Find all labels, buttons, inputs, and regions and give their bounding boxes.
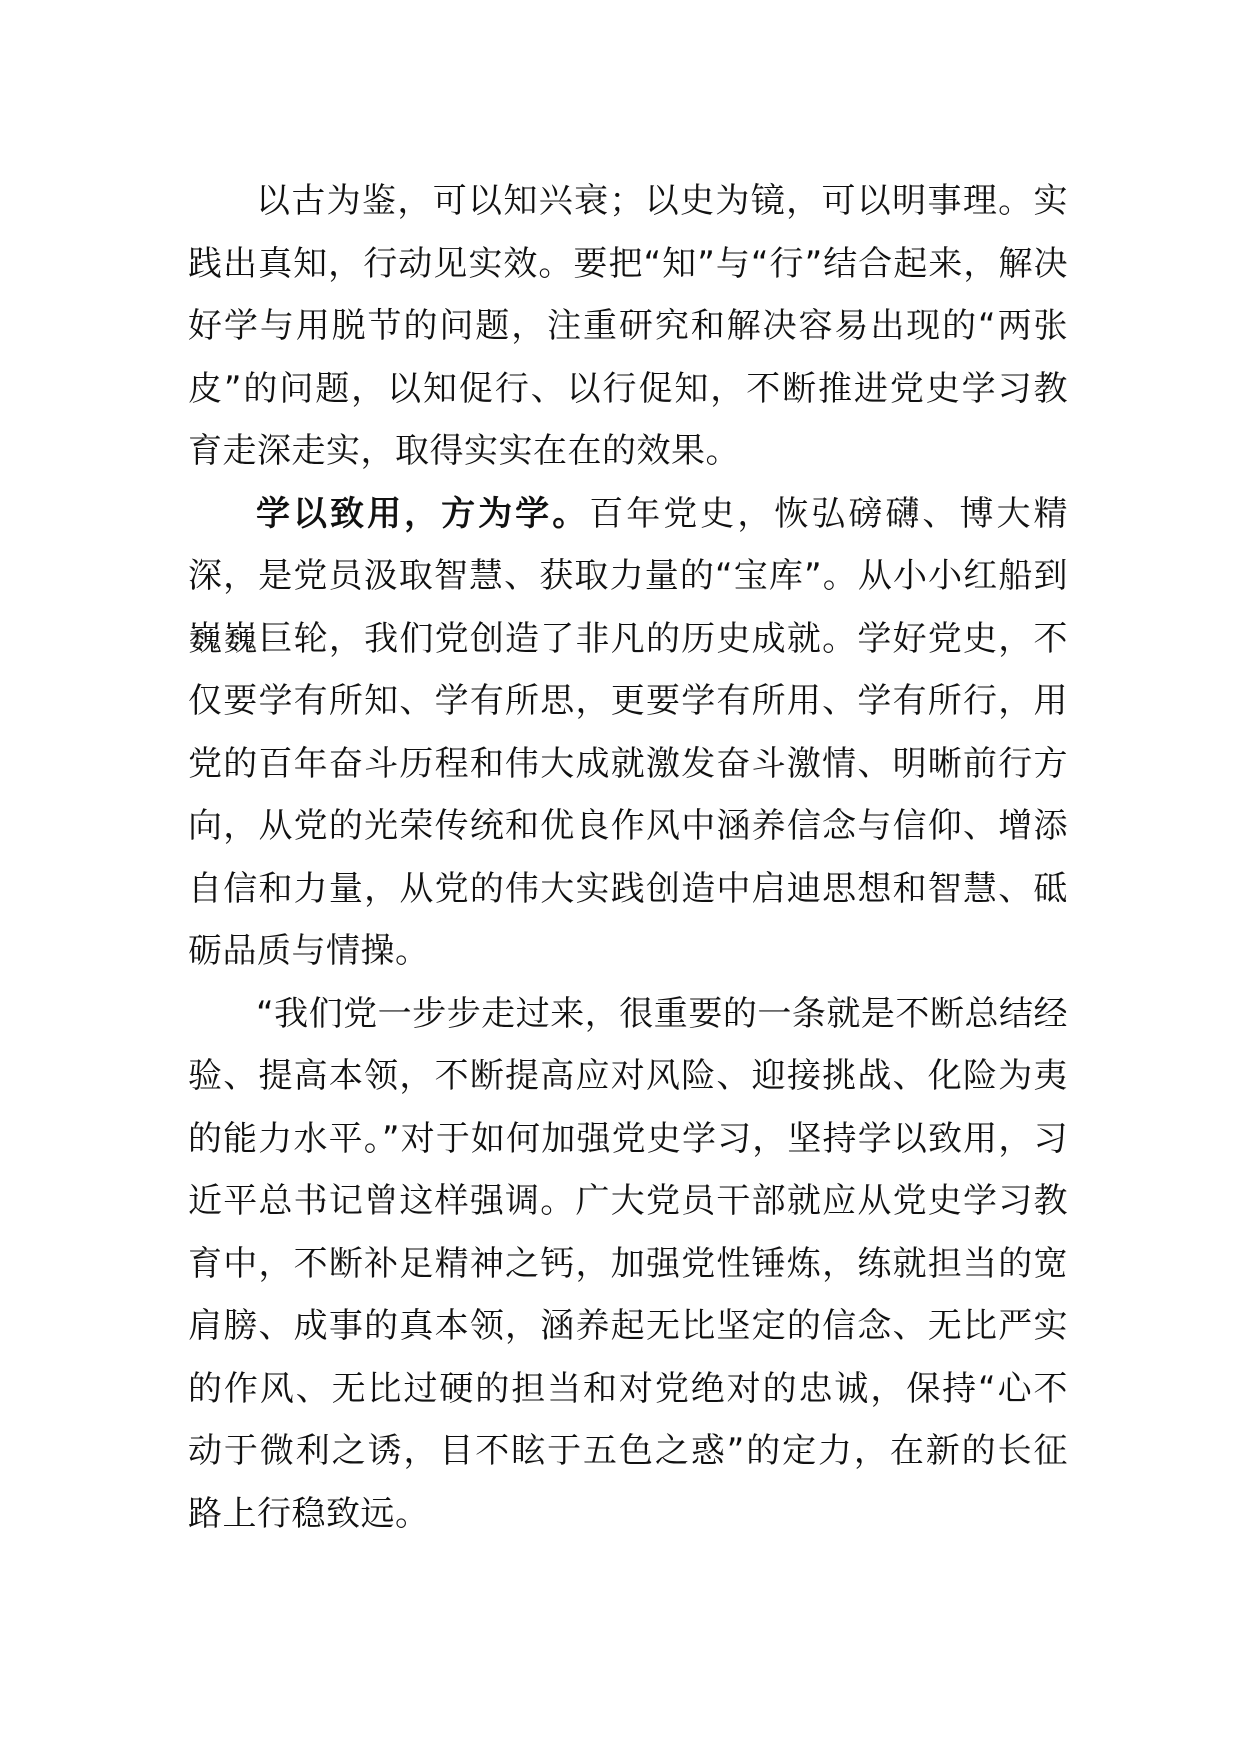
paragraph-text: “我们党一步步走过来，很重要的一条就是不断总结经验、提高本领，不断提高应对风险、迎接挑战、化险为夷的能力水平。”对于如何加强党史学习，坚持学以致用，习近平总书记曾这样强调。广大党员干部就应从党史学习教育中，不断补足精神之钙，加强党性锤炼，练就担当的宽肩膀、成事的真本领，涵养起无比坚定的信念、无比严实的作风、无比过硬的担当和对党绝对的忠诚，保持“心不动于微利之诱，目不眩于五色之惑”的定力，在新的长征路上行稳致远。 bbox=[188, 993, 1068, 1534]
paragraph-history-mirror bbox=[188, 170, 1068, 483]
document-page bbox=[188, 170, 1068, 1545]
paragraph-learn-to-apply bbox=[188, 483, 1068, 983]
paragraph-quote bbox=[188, 983, 1068, 1546]
paragraph-lead-heading: 学以致用，方为学。 bbox=[256, 493, 590, 534]
paragraph-text: 以古为鉴，可以知兴衰；以史为镜，可以明事理。实践出真知，行动见实效。要把“知”与“行”结合起来，解决好学与用脱节的问题，注重研究和解决容易出现的“两张皮”的问题，以知促行、以行促知，不断推进党史学习教育走深走实，取得实实在在的效果。 bbox=[188, 181, 1068, 471]
paragraph-text: 百年党史，恢弘磅礴、博大精深，是党员汲取智慧、获取力量的“宝库”。从小小红船到巍巍巨轮，我们党创造了非凡的历史成就。学好党史，不仅要学有所知、学有所思，更要学有所用、学有所行，用党的百年奋斗历程和伟大成就激发奋斗激情、明晰前行方向，从党的光荣传统和优良作风中涵养信念与信仰、增添自信和力量，从党的伟大实践创造中启迪思想和智慧、砥砺品质与情操。 bbox=[188, 493, 1069, 971]
